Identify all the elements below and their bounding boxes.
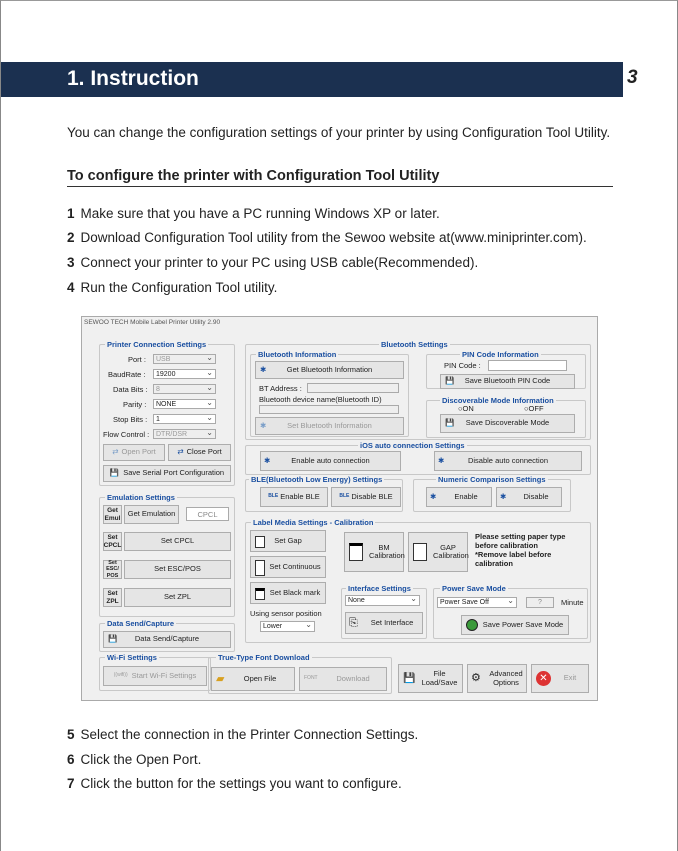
group-title: Bluetooth Settings — [381, 340, 448, 349]
open-file-button[interactable]: ▰ Open File — [211, 667, 295, 691]
folder-icon: ▰ — [216, 672, 225, 685]
usb-icon: ⇄ — [177, 447, 184, 457]
stopbits-label: Stop Bits : — [113, 415, 148, 424]
numeric-enable-button[interactable]: ✱ Enable — [426, 487, 492, 507]
databits-label: Data Bits : — [113, 385, 148, 394]
databits-select[interactable]: 8 ⌄ — [153, 384, 216, 394]
window-title: SEWOO TECH Mobile Label Printer Utility 2.90 — [84, 319, 221, 326]
truetype-group — [208, 653, 392, 694]
numeric-disable-button[interactable]: ✱ Disable — [496, 487, 562, 507]
pin-code-group — [426, 350, 586, 389]
interface-icon: ⎘ — [349, 616, 358, 629]
start-wifi-button[interactable]: ((wifi)) Start Wi-Fi Settings — [103, 666, 207, 686]
bluetooth-info-group — [250, 350, 409, 437]
set-interface-button[interactable]: ⎘ Set Interface — [345, 612, 423, 634]
device-name-label: Bluetooth device name(Bluetooth ID) — [259, 395, 382, 404]
gap-icon — [413, 543, 427, 561]
set-zpl-button[interactable]: Set ZPL — [124, 588, 231, 607]
emulation-group — [99, 493, 235, 617]
minutes-field[interactable]: ? — [526, 597, 554, 608]
flow-label: Flow Control : — [103, 430, 150, 439]
set-bluetooth-info-button[interactable]: ✱ Set Bluetooth Information — [255, 417, 404, 435]
close-icon: ✕ — [536, 671, 551, 686]
group-title: Label Media Settings - Calibration — [253, 518, 374, 527]
pin-label: PIN Code : — [444, 361, 481, 370]
advanced-options-button[interactable]: ⚙ Advanced Options — [467, 664, 527, 693]
exit-button[interactable]: ✕ Exit — [531, 664, 589, 693]
step-item: 1 Make sure that you have a PC running Windows XP or later. — [67, 206, 440, 221]
disable-ble-button[interactable]: BLE Disable BLE — [331, 487, 401, 507]
data-send-button[interactable]: 💾 Data Send/Capture — [103, 631, 231, 648]
ble-group — [245, 475, 403, 512]
bm-icon — [349, 543, 363, 561]
file-load-save-button[interactable]: 💾 File Load/Save — [398, 664, 463, 693]
bluetooth-icon: ✱ — [260, 364, 267, 374]
section-banner — [1, 62, 623, 97]
calibration-note: Please setting paper type before calibration *Remove label before calibration — [475, 532, 566, 568]
group-title: BLE(Bluetooth Low Energy) Settings — [251, 475, 383, 484]
bluetooth-icon: ✱ — [430, 491, 437, 501]
page-number: 3 — [627, 67, 638, 88]
baud-select[interactable]: 19200 ⌄ — [153, 369, 216, 379]
printer-connection-group — [99, 340, 235, 486]
continuous-icon — [255, 560, 265, 576]
save-power-save-button[interactable]: Save Power Save Mode — [461, 615, 569, 635]
bluetooth-icon: ✱ — [500, 491, 507, 501]
set-continuous-button[interactable]: Set Continuous — [250, 556, 326, 578]
parity-label: Parity : — [123, 400, 147, 409]
wifi-group — [99, 653, 211, 691]
group-title: Wi-Fi Settings — [107, 653, 157, 662]
enable-auto-connection-button[interactable]: ✱ Enable auto connection — [260, 451, 401, 471]
save-discoverable-button[interactable]: 💾 Save Discoverable Mode — [440, 414, 575, 433]
radio-on[interactable]: ○ON — [458, 404, 474, 413]
port-select[interactable]: USB ⌄ — [153, 354, 216, 364]
step-item: 2 Download Configuration Tool utility from the Sewoo website at(www.miniprinter.com). — [67, 230, 587, 245]
get-emulation-button[interactable]: Get Emulation — [124, 505, 179, 524]
interface-select[interactable]: None ⌄ — [345, 595, 420, 606]
flow-select[interactable]: DTR/DSR ⌄ — [153, 429, 216, 439]
device-name-field[interactable] — [259, 405, 399, 414]
data-send-group — [99, 619, 235, 652]
close-port-button[interactable]: ⇄ Close Port — [168, 444, 231, 461]
discoverable-group — [426, 396, 586, 438]
group-title: True-Type Font Download — [218, 653, 310, 662]
set-cpcl-icon[interactable]: Set CPCL — [103, 532, 122, 551]
set-gap-button[interactable]: Set Gap — [250, 530, 326, 552]
disable-auto-connection-button[interactable]: ✱ Disable auto connection — [434, 451, 582, 471]
black-mark-icon — [255, 588, 265, 600]
parity-select[interactable]: NONE ⌄ — [153, 399, 216, 409]
group-title: Numeric Comparison Settings — [438, 475, 546, 484]
sensor-label: Using sensor position — [250, 609, 322, 618]
group-title: Data Send/Capture — [107, 619, 175, 628]
pin-code-input[interactable] — [488, 360, 567, 371]
enable-ble-button[interactable]: BLE Enable BLE — [260, 487, 328, 507]
ios-group — [245, 441, 591, 475]
bt-address-label: BT Address : — [259, 384, 302, 393]
bluetooth-icon: ✱ — [260, 420, 267, 430]
group-title: Interface Settings — [348, 584, 411, 593]
baud-label: BaudRate : — [108, 370, 146, 379]
group-title: Power Save Mode — [442, 584, 506, 593]
floppy-icon: 💾 — [108, 634, 118, 644]
power-save-select[interactable]: Power Save Off ⌄ — [437, 597, 517, 608]
step-item: 4 Run the Configuration Tool utility. — [67, 280, 278, 295]
group-title: PIN Code Information — [462, 350, 539, 359]
gap-calibration-button[interactable]: GAP Calibration — [408, 532, 468, 572]
label-media-group — [245, 518, 591, 643]
config-tool-window — [81, 316, 598, 701]
floppy-icon: 💾 — [403, 673, 416, 684]
set-escpos-button[interactable]: Set ESC/POS — [124, 560, 231, 579]
set-zpl-icon[interactable]: Set ZPL — [103, 588, 122, 607]
set-escpos-icon[interactable]: Set ESC/ POS — [103, 560, 122, 579]
group-title: Bluetooth Information — [258, 350, 337, 359]
section-title: 1. Instruction — [67, 67, 199, 90]
group-title: Printer Connection Settings — [107, 340, 207, 349]
font-icon: FONT — [304, 675, 318, 682]
step-item: 6 Click the Open Port. — [67, 752, 202, 767]
radio-off[interactable]: ○OFF — [524, 404, 544, 413]
gear-icon: ⚙ — [471, 672, 481, 685]
open-port-button[interactable]: ⇄ Open Port — [103, 444, 165, 461]
group-title: Emulation Settings — [107, 493, 175, 502]
bluetooth-icon: ✱ — [438, 455, 445, 465]
set-cpcl-button[interactable]: Set CPCL — [124, 532, 231, 551]
minute-label: Minute — [561, 598, 584, 607]
download-button[interactable]: FONT Download — [299, 667, 387, 691]
stopbits-select[interactable]: 1 ⌄ — [153, 414, 216, 424]
bluetooth-icon: ✱ — [264, 455, 271, 465]
usb-icon: ⇄ — [112, 447, 119, 457]
port-label: Port : — [128, 355, 146, 364]
wifi-icon: ((wifi)) — [113, 672, 128, 679]
save-serial-button[interactable]: 💾 Save Serial Port Configuration — [103, 465, 231, 482]
intro-paragraph: You can change the configuration settings of your printer by using Configuration Tool Utility. — [67, 125, 611, 140]
sensor-select[interactable]: Lower ⌄ — [260, 621, 315, 632]
subheading: To configure the printer with Configuration Tool Utility — [67, 168, 613, 187]
floppy-icon: 💾 — [445, 376, 455, 386]
set-black-mark-button[interactable]: Set Black mark — [250, 582, 326, 604]
step-item: 3 Connect your printer to your PC using USB cable(Recommended). — [67, 255, 479, 270]
bm-calibration-button[interactable]: BM Calibration — [344, 532, 404, 572]
save-pin-button[interactable]: 💾 Save Bluetooth PIN Code — [440, 374, 575, 389]
step-item: 7 Click the button for the settings you want to configure. — [67, 776, 402, 791]
interface-group — [341, 584, 427, 639]
floppy-icon: 💾 — [445, 418, 455, 428]
ble-icon: BLE — [268, 493, 279, 500]
power-save-group — [433, 584, 588, 639]
get-bluetooth-info-button[interactable]: ✱ Get Bluetooth Information — [255, 361, 404, 379]
get-emulation-icon[interactable]: Get Emul — [103, 505, 122, 524]
bt-address-field[interactable] — [307, 383, 399, 393]
floppy-icon: 💾 — [109, 468, 120, 478]
bluetooth-group — [245, 340, 591, 440]
gap-icon — [255, 536, 265, 548]
current-emulation-field: CPCL — [186, 507, 229, 521]
ble-icon: BLE — [339, 493, 350, 500]
group-title: Discoverable Mode Information — [442, 396, 554, 405]
power-icon — [466, 619, 478, 631]
step-item: 5 Select the connection in the Printer Connection Settings. — [67, 727, 419, 742]
numeric-group — [413, 475, 571, 512]
group-title: iOS auto connection Settings — [360, 441, 465, 450]
